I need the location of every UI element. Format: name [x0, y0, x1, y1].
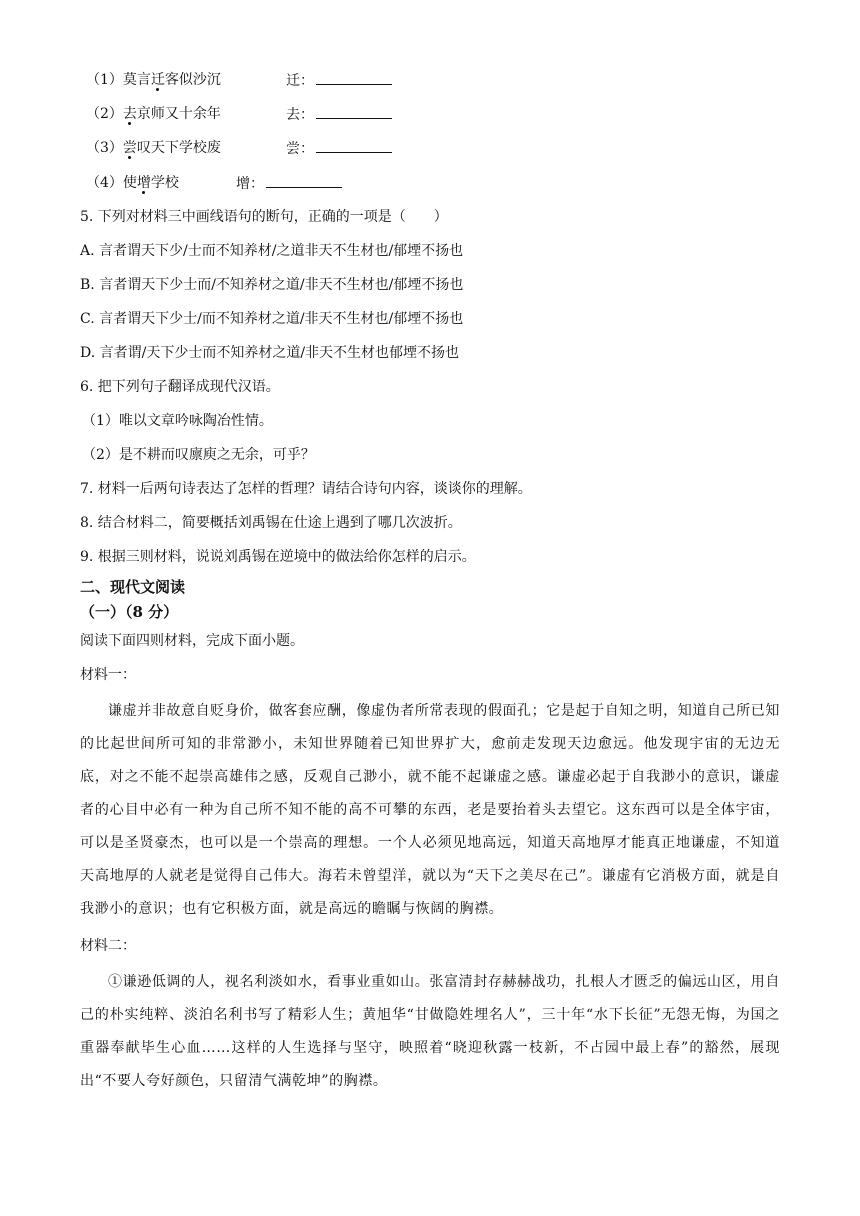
vocab-sentence: （2）去京师又十余年	[86, 106, 221, 122]
q8-stem: 8. 结合材料二，简要概括刘禹锡在仕途上遇到了哪几次波折。	[80, 515, 462, 531]
vocab-row-2	[86, 104, 314, 124]
answer-blank[interactable]	[266, 173, 342, 188]
instruction: 阅读下面四则材料，完成下面小题。	[80, 633, 304, 649]
answer-blank[interactable]	[316, 138, 392, 153]
vocab-label: 增：	[236, 173, 342, 194]
vocab-label: 迁：	[286, 70, 392, 91]
answer-blank[interactable]	[316, 104, 392, 119]
section-title: 二、现代文阅读	[80, 578, 186, 596]
vocab-sentence: （4）使增学校	[86, 175, 179, 191]
material-2-text: ①谦逊低调的人，视名利淡如水，看事业重如山。张富清封存赫赫战功，扎根人才匮乏的偏远山区，用自己的朴实纯粹、淡泊名利书写了精彩人生；黄旭华“甘做隐姓埋名人”，三十年“水下长征”无怨无悔，为国之重器奉献毕生心血……这样的人生选择与坚守，映照着“晓迎秋露一枝新，不占园中最上春”的豁然，展现出“不要人夸好颜色，只留清气满乾坤”的胸襟。	[80, 974, 780, 1089]
section-subtitle: （一）（8 分）	[80, 603, 179, 621]
vocab-row-1	[86, 70, 314, 90]
q7-stem: 7. 材料一后两句诗表达了怎样的哲理？请结合诗句内容，谈谈你的理解。	[80, 481, 532, 497]
q5-option-c[interactable]: C. 言者谓天下少士/而不知养材之道/非天不生材也/郁堙不扬也	[80, 311, 464, 327]
material-1-label: 材料一：	[80, 667, 136, 683]
vocab-row-3	[86, 138, 314, 158]
q5-option-b[interactable]: B. 言者谓天下少士而/不知养材之道/非天不生材也/郁堙不扬也	[80, 277, 464, 293]
q5-option-d[interactable]: D. 言者谓/天下少士而不知养材之道/非天不生材也郁堙不扬也	[80, 345, 460, 361]
material-1-text: 谦虚并非故意自贬身价，做客套应酬，像虚伪者所常表现的假面孔；它是起于自知之明，知道自己所已知的比起世间所可知的非常渺小，未知世界随着已知世界扩大，愈前走发现天边愈远。他发现宇宙的无边无底，对之不能不起崇高雄伟之感，反观自己渺小，就不能不起谦虚之感。谦虚必起于自我渺小的意识，谦虚者的心目中必有一种为自己所不知不能的高不可攀的东西，老是要抬着头去望它。这东西可以是全体宇宙，可以是圣贤豪杰，也可以是一个崇高的理想。一个人必须见地高远，知道天高地厚才能真正地谦虚，不知道天高地厚的人就老是觉得自己伟大。海若未曾望洋，就以为“天下之美尽在己”。谦虚有它消极方面，就是自我渺小的意识；也有它积极方面，就是高远的瞻瞩与恢阔的胸襟。	[80, 703, 780, 917]
answer-blank[interactable]	[316, 70, 392, 85]
vocab-label: 去：	[286, 104, 392, 125]
vocab-sentence: （1）莫言迁客似沙沉	[86, 72, 221, 88]
q6-item-2: （2）是不耕而叹廪庾之无余，可乎？	[82, 447, 315, 463]
q9-stem: 9. 根据三则材料，说说刘禹锡在逆境中的做法给你怎样的启示。	[80, 549, 476, 565]
q5-option-a[interactable]: A. 言者谓天下少/士而不知养材/之道非天不生材也/郁堙不扬也	[80, 243, 464, 259]
vocab-row-4	[86, 173, 264, 193]
vocab-label: 尝：	[286, 138, 392, 159]
vocab-sentence: （3）尝叹天下学校废	[86, 140, 221, 156]
q6-stem: 6. 把下列句子翻译成现代汉语。	[80, 379, 280, 395]
q6-item-1: （1）唯以文章吟咏陶冶性情。	[82, 413, 273, 429]
q5-stem: 5. 下列对材料三中画线语句的断句，正确的一项是（ ）	[80, 209, 448, 225]
material-2-label: 材料二：	[80, 938, 136, 954]
